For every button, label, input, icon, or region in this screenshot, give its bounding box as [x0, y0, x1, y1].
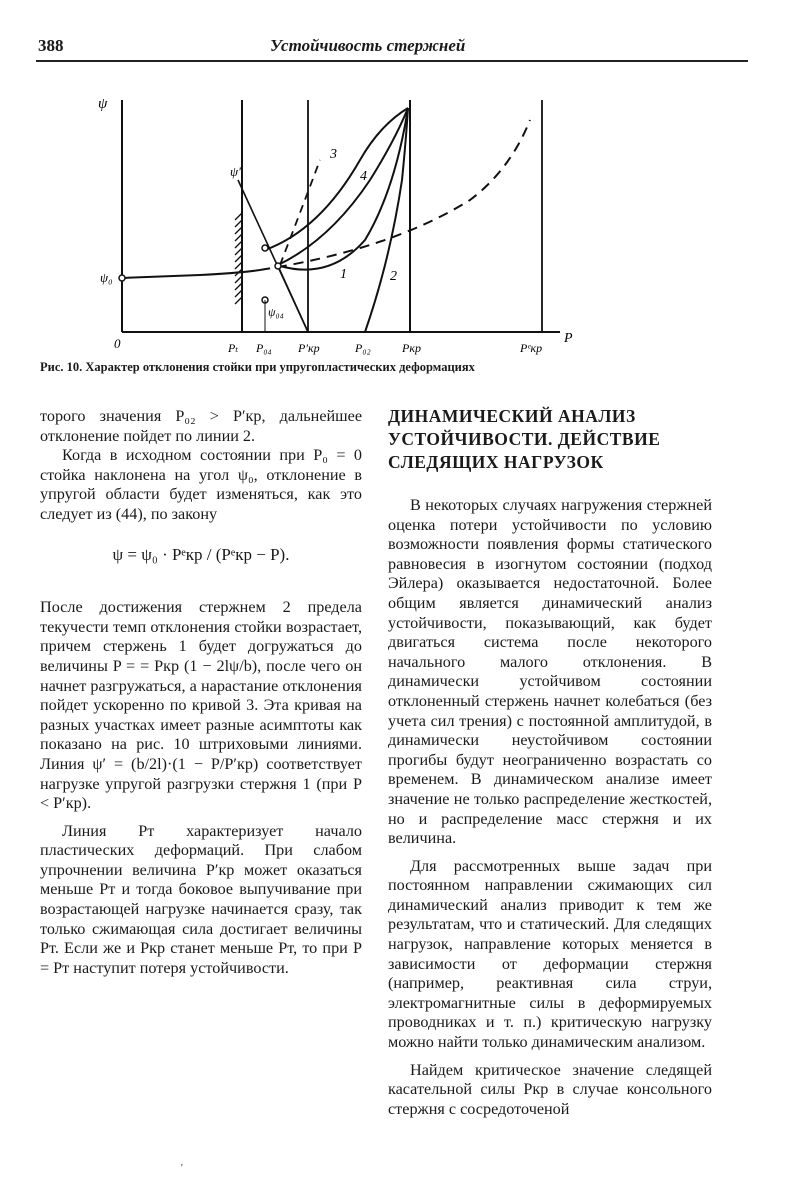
- header-rule: [36, 60, 748, 62]
- running-title: Устойчивость стержней: [270, 36, 466, 55]
- curve-label-4: 4: [360, 169, 367, 184]
- x-axis-label: P: [564, 331, 573, 346]
- figure-10-diagram: [90, 80, 590, 360]
- psi0-label: ψ₀: [100, 270, 113, 285]
- pt-hatching: [235, 213, 242, 304]
- point-a: [262, 245, 268, 251]
- origin-label: 0: [114, 336, 121, 351]
- right-paragraph-1: В некоторых случаях нагружения стержней оценка потери устойчивости по условию возможности появления формы статического равновесия в изогнутом состоянии (подход Эйлера) оказывается недостаточной. Более общим является динамический анализ устойчивости, показывающий, как будет двигаться система после некоторого начального малого отклонения. В динамически устойчивом состоянии отклоненный стержень начнет колебаться (без учета сил трения) с постоянной амплитудой, в динамически неустойчивом состоянии прогибы будут неограниченно возрастать со временем. В динамическом анализе имеет значение не только распределение жесткостей, но и распределение масс стержня и их величина.: [388, 496, 712, 848]
- tick-label-p04: P₀₄: [256, 341, 272, 355]
- curve-label-1: 1: [340, 267, 347, 282]
- tick-label-p02: P₀₂: [355, 341, 371, 355]
- right-paragraph-2: Для рассмотренных выше задач при постоянном направлении сжимающих сил динамический анализ приводит к тем же результатам, что и статический. Для следящих нагрузок, направление которых меняется в зависимости от деформации стержня (например, реактивная сила струи, электромагнитные силы в деформируемых проводниках и т. п.) критическую нагрузку можно найти только динамическим анализом.: [388, 856, 712, 1052]
- left-paragraph-1: торого значения P₀₂ > P′кр, дальнейшее отклонение пойдет по линии 2.: [40, 407, 362, 445]
- point-psi0: [119, 275, 125, 281]
- left-paragraph-2: Когда в исходном состоянии при P₀ = 0 стойка наклонена на угол ψ₀, отклонение в упругой области будет изменяться, как это следует из (44), по закону: [40, 446, 362, 523]
- right-paragraph-3: Найдем критическое значение следящей касательной силы Pкр в случае консольного стержня с сосредоточеной: [388, 1060, 712, 1118]
- figure-caption: Рис. 10. Характер отклонения стойки при упругопластических деформациях: [40, 360, 475, 374]
- left-column: [40, 407, 362, 978]
- curve-3: [265, 108, 408, 250]
- curve-label-2: 2: [390, 269, 397, 284]
- curve-label-3: 3: [330, 147, 337, 162]
- point-b: [275, 263, 281, 269]
- psi04-label: ψ₀₄: [268, 305, 284, 319]
- y-axis-label: ψ: [98, 96, 108, 112]
- left-paragraph-4: Линия Pт характеризует начало пластических деформаций. При слабом упрочнении величина P′кр может оказаться меньше Pт и тогда боковое выпучивание при возрастающей нагрузке начинается сразу, так только сжимающая сила достигает величины Pт. Если же и Pкр станет меньше Pт, то при P = Pт наступит потеря устойчивости.: [40, 821, 362, 977]
- tick-label-pkr-prime: P′кр: [298, 341, 320, 355]
- left-paragraph-3: После достижения стержнем 2 предела текучести темп отклонения стойки возрастает, причем стержень 1 будет догружаться до величины P = = Pкр (1 − 2lψ/b), после чего он начнет разгружаться, а нарастание отклонения пойдет ускоренно по кривой 3. Эта кривая на разных участках имеет разные асимптоты как показано на рис. 10 штриховыми линиями. Линия ψ′ = (b/2l)·(1 − P/P′кр) соответствует нагрузке упругой разгрузки стержня 1 (при P < P′кр).: [40, 598, 362, 813]
- section-heading: ДИНАМИЧЕСКИЙ АНАЛИЗ УСТОЙЧИВОСТИ. ДЕЙСТВИЕ СЛЕДЯЩИХ НАГРУЗОК: [388, 406, 661, 472]
- right-column: [388, 405, 712, 1119]
- psi-prime-label: ψ′: [230, 164, 241, 179]
- page-number: 388: [38, 36, 64, 55]
- tick-label-pkr: Pкр: [402, 341, 421, 355]
- tick-label-pe: Pᵉкр: [520, 341, 543, 355]
- page-mark: ': [181, 1163, 183, 1174]
- elastic-curve-dashed: [260, 120, 530, 270]
- formula-psi: ψ = ψ₀ · Pᵉкр / (Pᵉкр − P).: [112, 544, 290, 564]
- tick-label-pt: Pₜ: [228, 341, 239, 355]
- curve-3-asymptote: [280, 160, 320, 265]
- descending-line: [278, 266, 308, 332]
